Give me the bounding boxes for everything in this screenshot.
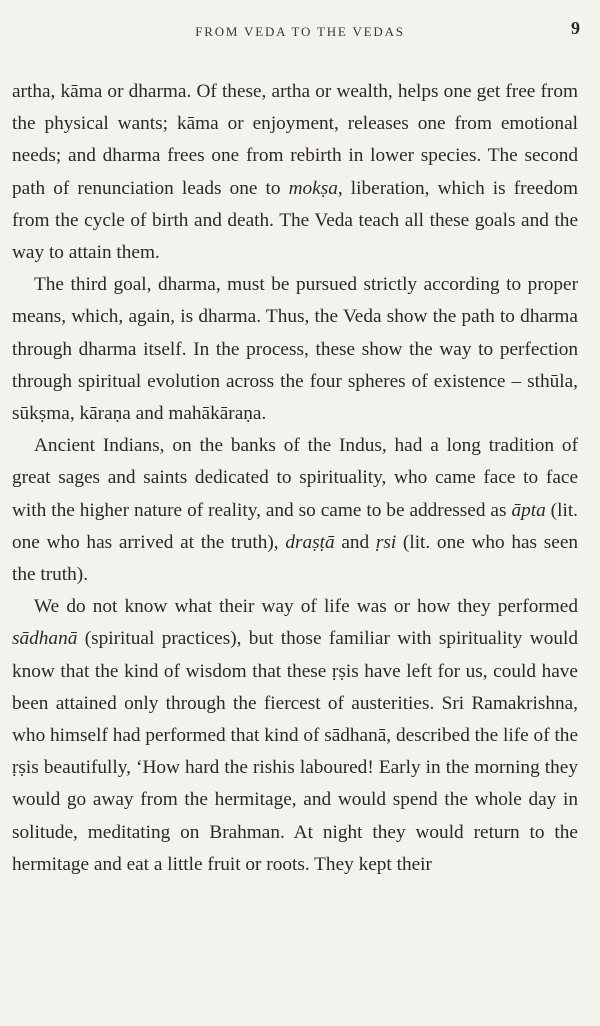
page-header [0,16,600,46]
text-segment: The third goal, dharma, must be pursued strictly according to proper means, which, again, is dharma. Thus, the Veda show the path to dharma through dharma itself. In the process, these show the way to perfection through spiritual evolution across the four spheres of existence – sthūla, sūkṣma, kāraṇa and mahākāraṇa. [12,274,578,425]
text-segment: (lit. one who has seen the truth). [12,531,579,586]
running-head: FROM VEDA TO THE VEDAS [195,24,405,39]
italic-term: sādhanā [12,628,78,650]
text-segment: We do not know what their way of life was or how they performed [34,596,578,618]
page-number: 9 [571,18,580,38]
italic-term: mokṣa, [288,177,343,199]
text-segment: artha, kāma or dharma. Of these, artha or wealth, helps one get free from the physical wants; kāma or enjoyment, releases one from emotional needs; and dharma frees one from rebirth in lower species. The second path of renunciation leads one to [12,81,578,199]
text-segment: liberation, which is freedom from the cycle of birth and death. The Veda teach all these goals and the way to attain them. [12,177,578,264]
italic-term: āpta [511,499,546,521]
paragraph [12,76,578,269]
italic-term: ṛsi [375,531,397,553]
text-segment: Ancient Indians, on the banks of the Indus, had a long tradition of great sages and saints dedicated to spirituality, who came face to face with the higher nature of reality, and so came to be addressed as [12,435,578,521]
text-segment: (spiritual practices), but those familiar with spirituality would know that the kind of wisdom that these ṛṣis have left for us, could have been attained only through the fiercest of austerities. Sri Ramakrishna, who himself had performed that kind of sādhanā, described the life of the ṛṣis beautifully, ‘How hard the rishis laboured! Early in the morning they would go away from the hermitage, and would spend the whole day in solitude, meditating on Brahman. At night they would return to the hermitage and eat a little fruit or roots. They kept their [12,628,578,875]
italic-term: draṣṭā [285,531,335,553]
text-segment: (lit. one who has arrived at the truth), [12,499,578,553]
text-segment: and [334,531,376,553]
paragraph [12,269,578,430]
paragraph [12,430,578,591]
paragraph [12,591,578,881]
body-text [12,76,578,881]
